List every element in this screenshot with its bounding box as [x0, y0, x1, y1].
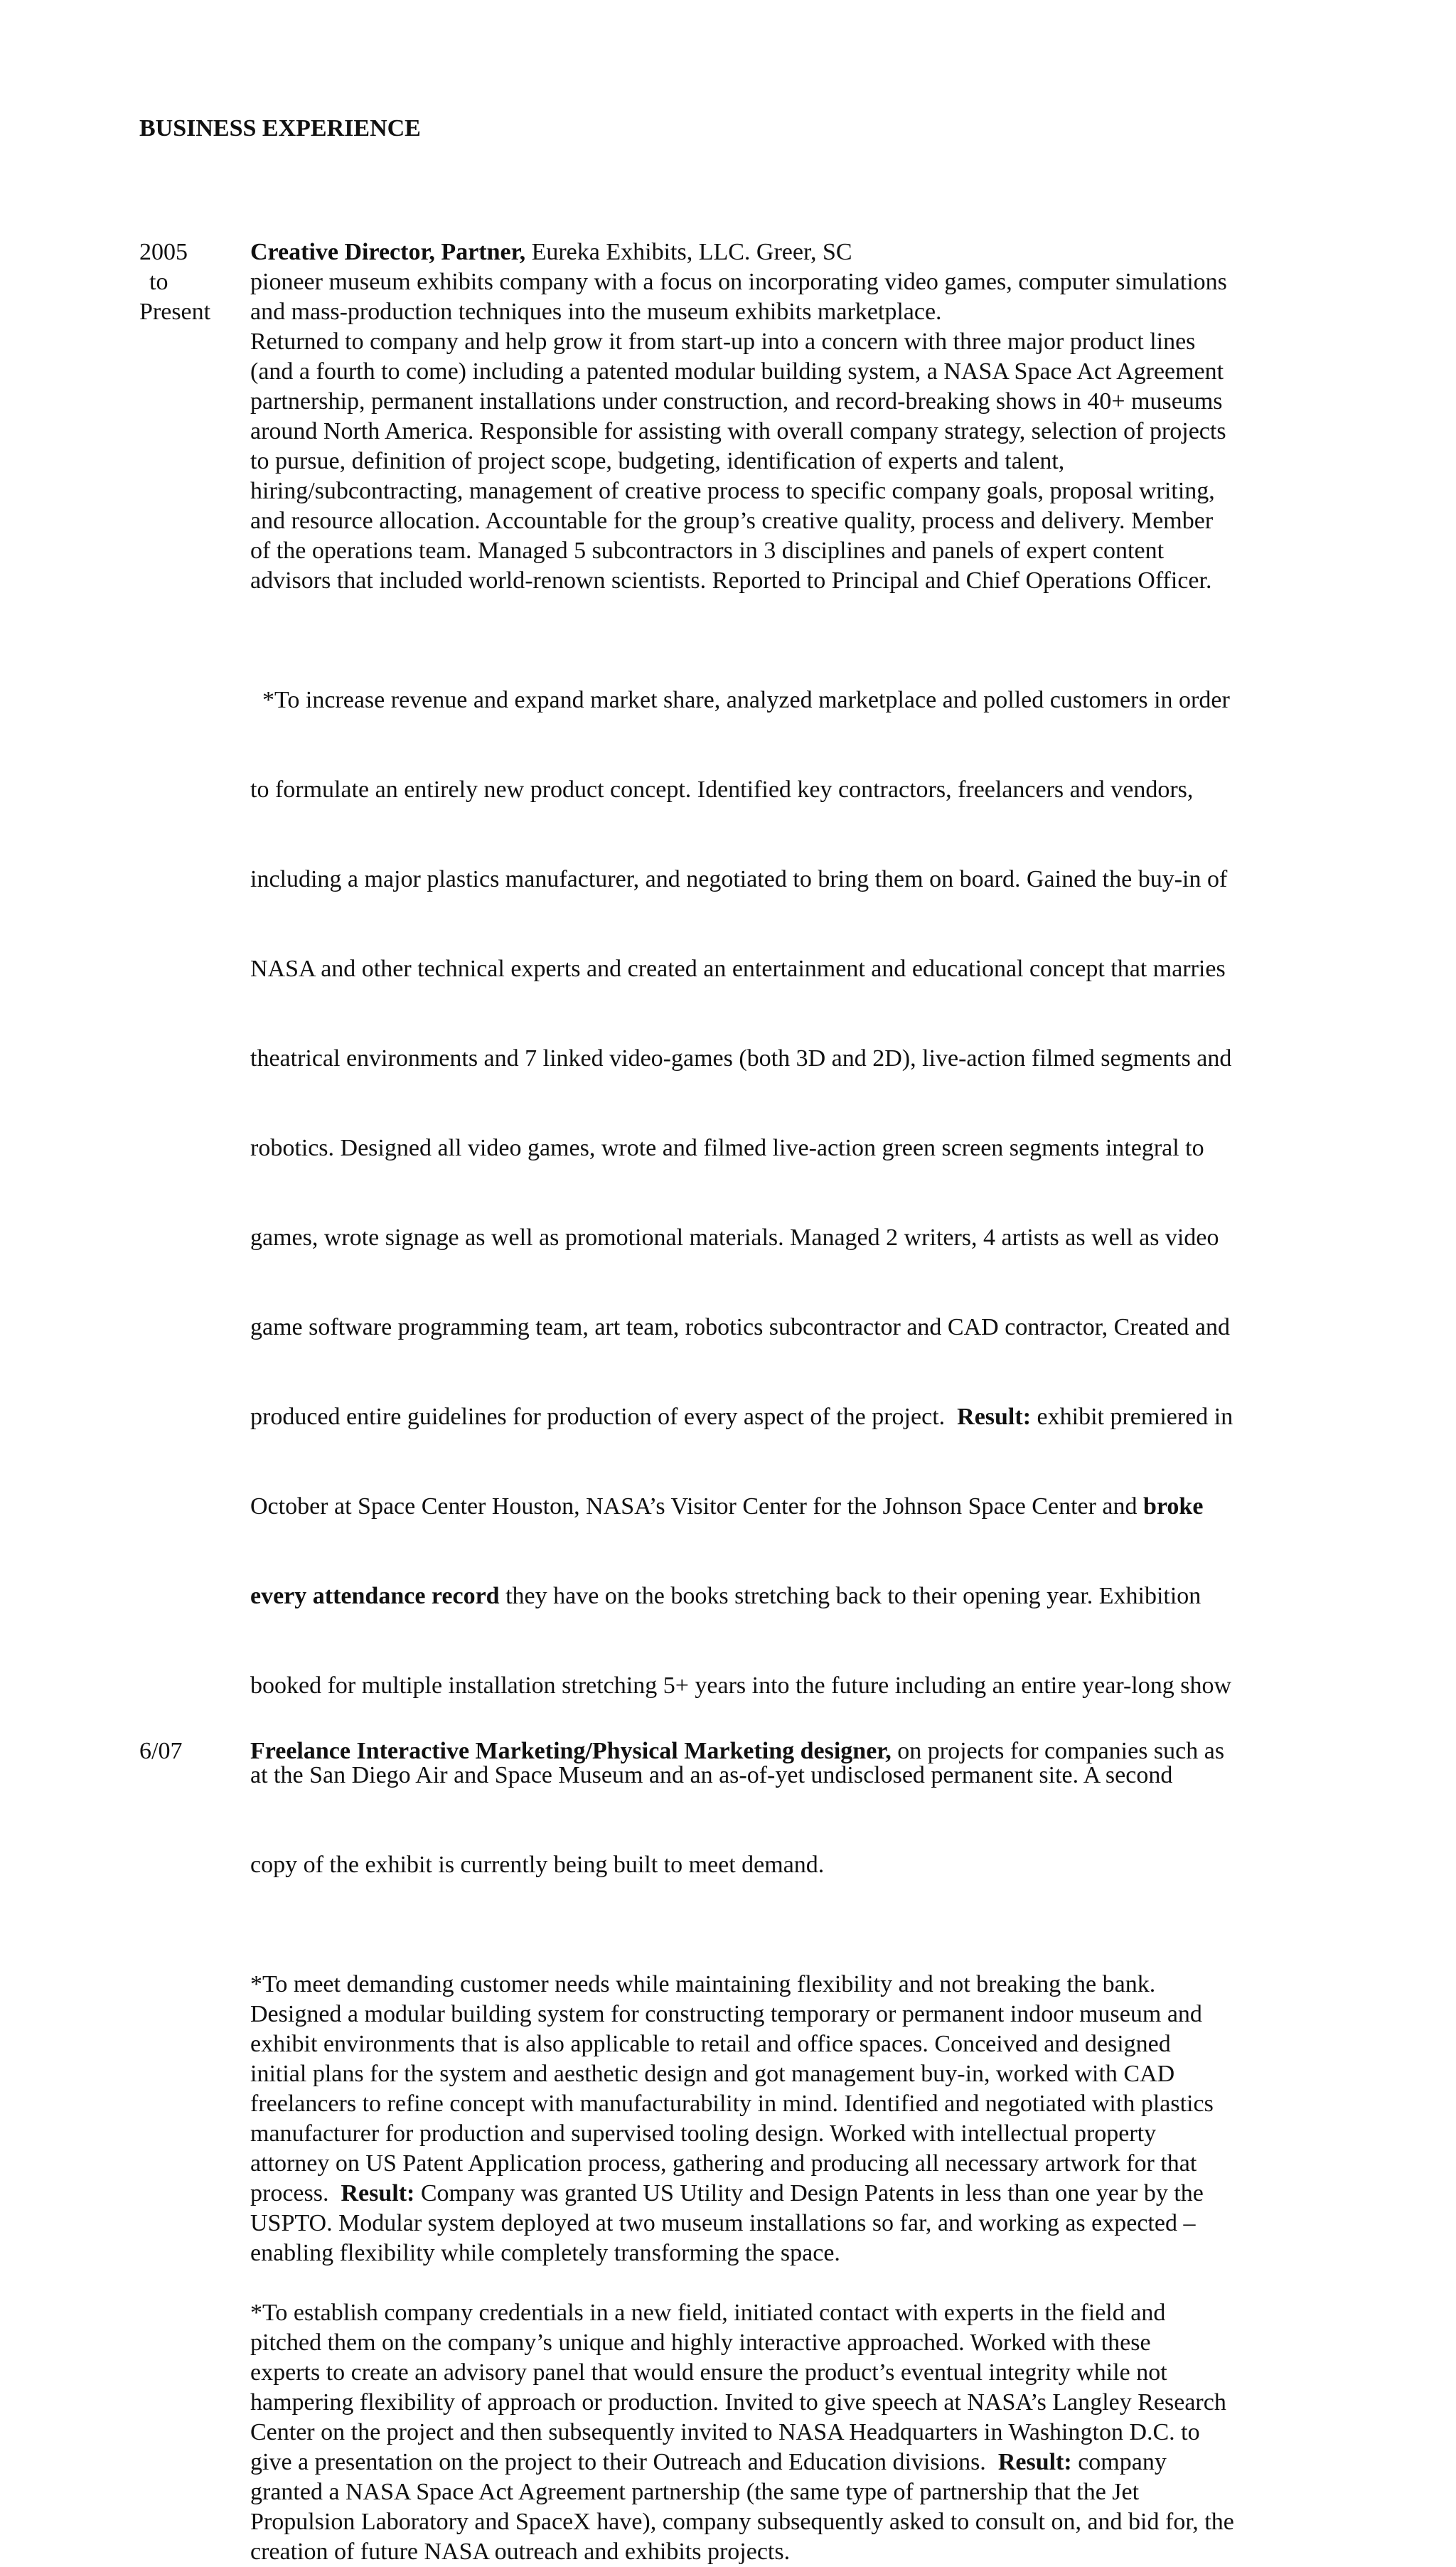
text-line: Center on the project and then subsequently invited to NASA Headquarters in Washington D.C. to	[250, 2419, 1200, 2445]
achievement-paragraph-2	[250, 1970, 1338, 2268]
text-line: enabling flexibility while completely transforming the space.	[250, 2240, 840, 2266]
text-line: *To increase revenue and expand market share, analyzed marketplace and polled customers in order	[250, 687, 1230, 713]
text-line: manufacturer for production and supervised tooling design. Worked with intellectual property	[250, 2120, 1157, 2147]
text-line: and mass-production techniques into the museum exhibits marketplace.	[250, 299, 942, 325]
date-separator: to	[149, 269, 168, 295]
text-run: process.	[250, 2180, 341, 2206]
text-line: exhibit environments that is also applicable to retail and office spaces. Conceived and designed	[250, 2031, 1171, 2057]
text-line: around North America. Responsible for assisting with overall company strategy, selection of projects	[250, 418, 1226, 444]
text-line: partnership, permanent installations under construction, and record-breaking shows in 40+ museums	[250, 388, 1223, 415]
entry-date	[139, 1736, 239, 1766]
text-line: Returned to company and help grow it from start-up into a concern with three major product lines	[250, 329, 1196, 355]
text-line: copy of the exhibit is currently being built to meet demand.	[250, 1852, 825, 1878]
entry-date	[139, 238, 239, 327]
text-line	[250, 1492, 1338, 1522]
text-line: to formulate an entirely new product concept. Identified key contractors, freelancers and vendors,	[250, 776, 1194, 803]
text-line: including a major plastics manufacturer, and negotiated to bring them on board. Gained the buy-in of	[250, 866, 1228, 892]
job-title: Freelance Interactive Marketing/Physical Marketing designer,	[250, 1738, 892, 1764]
text-line	[250, 1581, 1338, 1611]
text-run: they have on the books stretching back to their opening year. Exhibition	[499, 1583, 1201, 1609]
result-label: Result:	[997, 2449, 1072, 2475]
text-line: granted a NASA Space Act Agreement partnership (the same type of partnership that the Jet	[250, 2479, 1140, 2505]
text-line: and resource allocation. Accountable for the group’s creative quality, process and delivery. Member	[250, 508, 1214, 534]
job-title: Creative Director, Partner,	[250, 239, 526, 265]
text-line: hampering flexibility of approach or production. Invited to give speech at NASA’s Langley Research	[250, 2389, 1226, 2416]
text-run: exhibit premiered in	[1031, 1404, 1233, 1430]
date-end: Present	[139, 299, 211, 325]
job-heading	[250, 238, 1338, 267]
paragraph-gap	[250, 1940, 1338, 1970]
text-run: company	[1071, 2449, 1167, 2475]
company-name: on projects for companies such as	[891, 1738, 1225, 1764]
job-heading	[250, 1736, 1338, 1766]
text-line: *To meet demanding customer needs while maintaining flexibility and not breaking the bank.	[250, 1971, 1156, 1997]
text-line: games, wrote signage as well as promotional materials. Managed 2 writers, 4 artists as well as video	[250, 1224, 1219, 1251]
text-line: pitched them on the company’s unique and highly interactive approached. Worked with these	[250, 2329, 1151, 2356]
text-line: advisors that included world-renown scientists. Reported to Principal and Chief Operations Officer.	[250, 567, 1212, 594]
text-line	[250, 1402, 1338, 1432]
text-line: NASA and other technical experts and created an entertainment and educational concept that marries	[250, 956, 1226, 982]
entry-body	[250, 1736, 1338, 1766]
text-line: USPTO. Modular system deployed at two museum installations so far, and working as expected –	[250, 2210, 1196, 2236]
text-line: of the operations team. Managed 5 subcontractors in 3 disciplines and panels of expert content	[250, 538, 1165, 564]
text-run: produced entire guidelines for production of every aspect of the project.	[250, 1404, 958, 1430]
bold-text: broke	[1143, 1493, 1204, 1520]
text-line: Propulsion Laboratory and SpaceX have), company subsequently asked to consult on, and bid for, the	[250, 2509, 1234, 2535]
text-line: freelancers to refine concept with manufacturability in mind. Identified and negotiated with plastics	[250, 2091, 1214, 2117]
company-description	[250, 267, 1338, 596]
paragraph-gap	[250, 2268, 1338, 2298]
text-line: *To establish company credentials in a new field, initiated contact with experts in the field and	[250, 2300, 1166, 2326]
text-line: to pursue, definition of project scope, budgeting, identification of experts and talent,	[250, 448, 1065, 474]
text-line: hiring/subcontracting, management of creative process to specific company goals, proposal writing,	[250, 478, 1215, 504]
entry-body	[250, 238, 1338, 2567]
achievement-paragraph-3	[250, 2298, 1338, 2567]
bold-text: every attendance record	[250, 1583, 500, 1609]
result-label: Result:	[957, 1404, 1032, 1430]
section-heading: BUSINESS EXPERIENCE	[139, 115, 421, 142]
text-line	[250, 2179, 1338, 2209]
text-line: initial plans for the system and aesthetic design and got management buy-in, worked with CAD	[250, 2061, 1175, 2087]
text-line: creation of future NASA outreach and exhibits projects.	[250, 2539, 791, 2565]
text-line: Designed a modular building system for constructing temporary or permanent indoor museum and	[250, 2001, 1202, 2027]
text-run: Company was granted US Utility and Design Patents in less than one year by the	[414, 2180, 1204, 2206]
company-name: Eureka Exhibits, LLC. Greer, SC	[525, 239, 852, 265]
text-line: pioneer museum exhibits company with a focus on incorporating video games, computer simulations	[250, 269, 1227, 295]
text-line: robotics. Designed all video games, wrote and filmed live-action green screen segments integral to	[250, 1135, 1204, 1161]
date-start: 2005	[139, 239, 188, 265]
paragraph-gap	[250, 596, 1338, 626]
text-line: booked for multiple installation stretching 5+ years into the future including an entire year-long show	[250, 1672, 1232, 1699]
text-line: at the San Diego Air and Space Museum and an as-of-yet undisclosed permanent site. A second	[250, 1762, 1173, 1788]
text-line	[250, 2448, 1338, 2477]
text-line: game software programming team, art team, robotics subcontractor and CAD contractor, Created and	[250, 1314, 1230, 1340]
text-run: give a presentation on the project to their Outreach and Education divisions.	[250, 2449, 998, 2475]
text-line: experts to create an advisory panel that would ensure the product’s eventual integrity while not	[250, 2359, 1167, 2386]
text-line: (and a fourth to come) including a patented modular building system, a NASA Space Act Agreement	[250, 358, 1224, 385]
text-line: theatrical environments and 7 linked video-games (both 3D and 2D), live-action filmed segments and	[250, 1045, 1232, 1072]
text-run: October at Space Center Houston, NASA’s Visitor Center for the Johnson Space Center and	[250, 1493, 1144, 1520]
date-start: 6/07	[139, 1738, 183, 1764]
text-line: attorney on US Patent Application process, gathering and producing all necessary artwork for that	[250, 2150, 1197, 2177]
result-label: Result:	[341, 2180, 415, 2206]
